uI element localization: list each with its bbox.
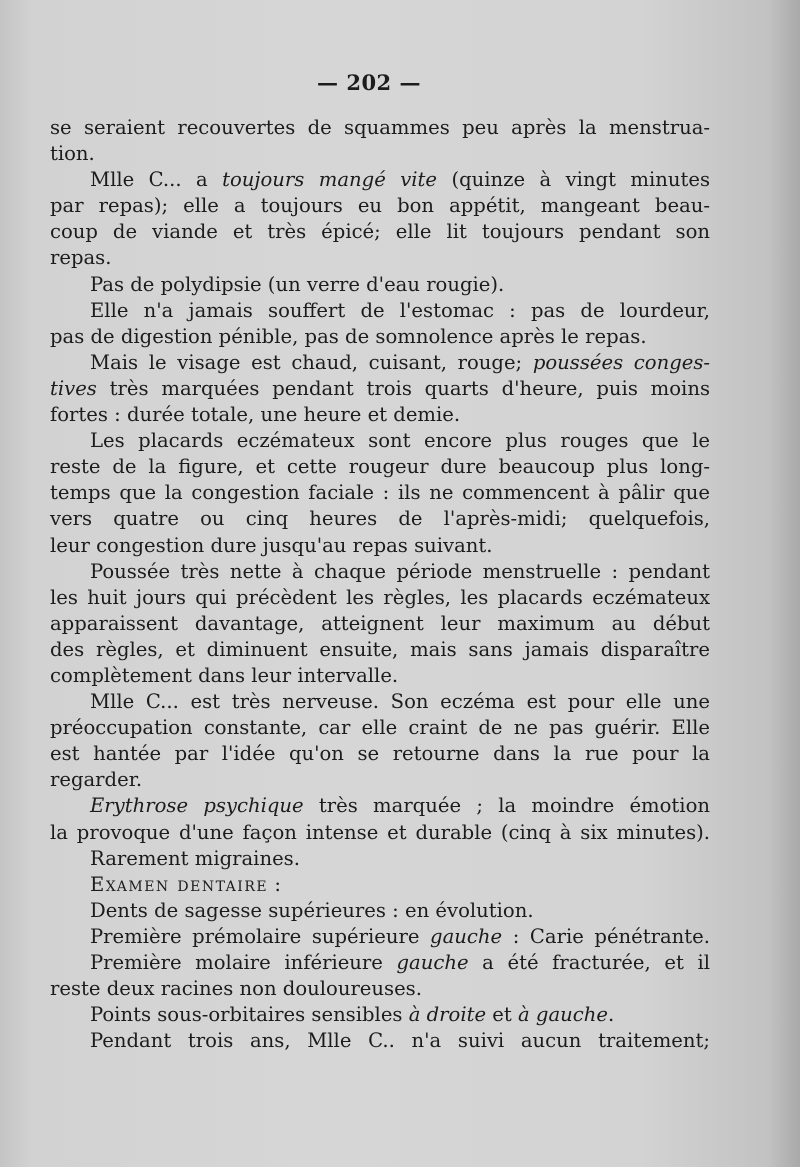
- emphasis: Erythrose psychique: [90, 794, 304, 818]
- text-line: les huit jours qui précèdent les règles, les placards eczémateux: [50, 585, 710, 609]
- text-line: est hantée par l'idée qu'on se retourne dans la rue pour la: [50, 742, 710, 766]
- text-line: fortes : durée totale, une heure et demie.: [50, 403, 461, 427]
- text-line: apparaissent davantage, atteignent leur maximum au début: [50, 611, 710, 635]
- emphasis: gauche: [430, 924, 503, 948]
- emphasis: à droite: [408, 1003, 487, 1027]
- text-line: la provoque d'une façon intense et durable (cinq à six minutes).: [50, 820, 710, 844]
- text-line: Mlle C... a toujours mangé vite (quinze à vingt minutes: [90, 168, 711, 192]
- text-line: coup de viande et très épicé; elle lit toujours pendant son: [50, 220, 710, 244]
- body-text: [50, 115, 710, 1054]
- text-line: Première prémolaire supérieure gauche : Carie pénétrante.: [90, 924, 710, 948]
- text-line: tives très marquées pendant trois quarts d'heure, puis moins: [50, 376, 710, 400]
- text-line: préoccupation constante, car elle craint de ne pas guérir. Elle: [50, 716, 710, 740]
- text-line: Dents de sagesse supérieures : en évolution.: [90, 898, 534, 922]
- text-line: Elle n'a jamais souffert de l'estomac : pas de lourdeur,: [90, 298, 710, 322]
- text-line: tion.: [50, 142, 95, 166]
- emphasis: tives: [50, 376, 97, 400]
- text-line: vers quatre ou cinq heures de l'après-midi; quelquefois,: [50, 507, 710, 531]
- text-line: Poussée très nette à chaque période menstruelle : pendant: [90, 559, 710, 583]
- text-line: Mlle C... est très nerveuse. Son eczéma est pour elle une: [90, 690, 710, 714]
- text-line: reste deux racines non douloureuses.: [50, 977, 422, 1001]
- emphasis: toujours mangé vite: [222, 168, 438, 192]
- text-line: Rarement migraines.: [90, 846, 300, 870]
- text-line: par repas); elle a toujours eu bon appétit, mangeant beau-: [50, 194, 710, 218]
- text-line: Pendant trois ans, Mlle C.. n'a suivi aucun traitement;: [90, 1029, 710, 1053]
- section-heading: Examen dentaire :: [90, 872, 281, 896]
- emphasis: poussées conges-: [532, 350, 711, 374]
- text-line: pas de digestion pénible, pas de somnolence après le repas.: [50, 324, 647, 348]
- text-line: temps que la congestion faciale : ils ne commencent à pâlir que: [50, 481, 710, 505]
- text-line: Erythrose psychique très marquée ; la moindre émotion: [90, 794, 710, 818]
- text-line: Mais le visage est chaud, cuisant, rouge; poussées conges-: [90, 350, 711, 374]
- text-line: reste de la figure, et cette rougeur dure beaucoup plus long-: [50, 455, 710, 479]
- text-line: repas.: [50, 246, 112, 270]
- text-line: Première molaire inférieure gauche a été fracturée, et il: [90, 951, 710, 974]
- text-line: Points sous-orbitaires sensibles à droite et à gauche.: [90, 1003, 615, 1027]
- text-line: des règles, et diminuent ensuite, mais sans jamais disparaître: [50, 637, 710, 661]
- page-number: — 202 —: [317, 70, 421, 95]
- emphasis: à gauche: [518, 1003, 608, 1027]
- text-line: se seraient recouvertes de squammes peu après la menstrua-: [50, 116, 710, 139]
- text-line: Pas de polydipsie (un verre d'eau rougie).: [90, 272, 505, 296]
- text-line: leur congestion dure jusqu'au repas suivant.: [50, 533, 493, 557]
- text-line: regarder.: [50, 768, 143, 792]
- text-line: Les placards eczémateux sont encore plus rouges que le: [90, 429, 710, 453]
- emphasis: gauche: [396, 951, 469, 974]
- text-line: complètement dans leur intervalle.: [50, 663, 399, 687]
